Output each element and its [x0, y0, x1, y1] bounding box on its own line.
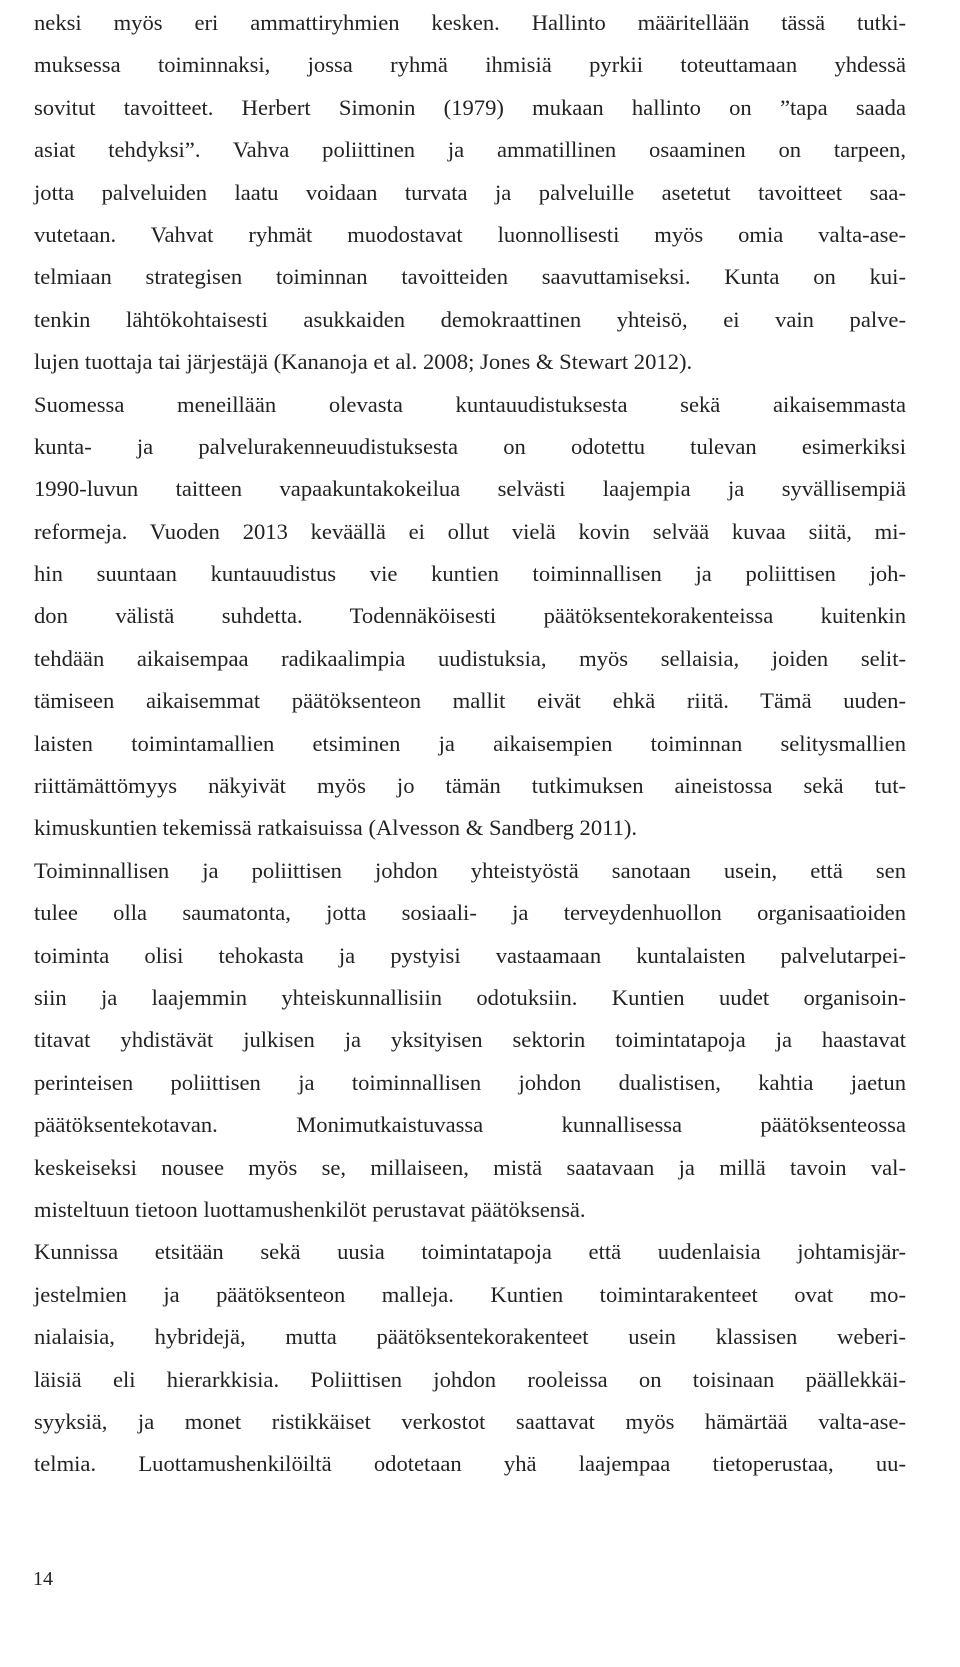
text-line: kimuskuntien tekemissä ratkaisuissa (Alvesson & Sandberg 2011).	[34, 815, 638, 841]
text-line: vutetaan. Vahvat ryhmät muodostavat luonnollisesti myös omia valta-ase-	[34, 221, 906, 247]
page-number: 14	[33, 1568, 53, 1590]
text-line: hin suuntaan kuntauudistus vie kuntien toiminnallisen ja poliittisen joh-	[34, 561, 906, 587]
text-line: telmiaan strategisen toiminnan tavoitteiden saavuttamiseksi. Kunta on kui-	[34, 264, 906, 290]
text-line: keskeiseksi nousee myös se, millaiseen, mistä saatavaan ja millä tavoin val-	[34, 1154, 906, 1180]
text-line: reformeja. Vuoden 2013 keväällä ei ollut vielä kovin selvää kuvaa siitä, mi-	[34, 518, 906, 544]
text-line: jestelmien ja päätöksenteon malleja. Kuntien toimintarakenteet ovat mo-	[34, 1281, 906, 1307]
text-line: läisiä eli hierarkkisia. Poliittisen johdon rooleissa on toisinaan päällekkäi-	[34, 1366, 906, 1392]
text-line: laisten toimintamallien etsiminen ja aikaisempien toiminnan selitysmallien	[34, 730, 906, 756]
text-line: perinteisen poliittisen ja toiminnallisen johdon dualistisen, kahtia jaetun	[34, 1069, 906, 1095]
text-line: nialaisia, hybridejä, mutta päätöksentekorakenteet usein klassisen weberi-	[34, 1324, 906, 1350]
text-line: don välistä suhdetta. Todennäköisesti päätöksentekorakenteissa kuitenkin	[34, 603, 906, 629]
body-text	[34, 2, 906, 1486]
text-line: Suomessa meneillään olevasta kuntauudistuksesta sekä aikaisemmasta	[34, 391, 906, 417]
text-line: misteltuun tietoon luottamushenkilöt perustavat päätöksensä.	[34, 1196, 586, 1222]
text-line: päätöksentekotavan. Monimutkaistuvassa kunnallisessa päätöksenteossa	[34, 1112, 906, 1138]
text-line: tehdään aikaisempaa radikaalimpia uudistuksia, myös sellaisia, joiden selit-	[34, 645, 906, 671]
text-line: tenkin lähtökohtaisesti asukkaiden demokraattinen yhteisö, ei vain palve-	[34, 306, 906, 332]
text-line: tulee olla saumatonta, jotta sosiaali- ja terveydenhuollon organisaatioiden	[34, 900, 906, 926]
text-line: Toiminnallisen ja poliittisen johdon yhteistyöstä sanotaan usein, että sen	[34, 857, 906, 883]
text-line: tämiseen aikaisemmat päätöksenteon mallit eivät ehkä riitä. Tämä uuden-	[34, 688, 906, 714]
text-line: syyksiä, ja monet ristikkäiset verkostot saattavat myös hämärtää valta-ase-	[34, 1408, 906, 1434]
text-line: Kunnissa etsitään sekä uusia toimintatapoja että uudenlaisia johtamisjär-	[34, 1239, 906, 1265]
text-line: toiminta olisi tehokasta ja pystyisi vastaamaan kuntalaisten palvelutarpei-	[34, 942, 906, 968]
text-line: jotta palveluiden laatu voidaan turvata ja palveluille asetetut tavoitteet saa-	[34, 179, 906, 205]
text-line: siin ja laajemmin yhteiskunnallisiin odotuksiin. Kuntien uudet organisoin-	[34, 984, 906, 1010]
text-line: neksi myös eri ammattiryhmien kesken. Hallinto määritellään tässä tutki-	[34, 10, 906, 35]
text-line: telmia. Luottamushenkilöiltä odotetaan yhä laajempaa tietoperustaa, uu-	[34, 1451, 906, 1477]
text-line: lujen tuottaja tai järjestäjä (Kananoja et al. 2008; Jones & Stewart 2012).	[34, 349, 693, 375]
text-line: 1990-luvun taitteen vapaakuntakokeilua selvästi laajempia ja syvällisempiä	[34, 476, 906, 502]
text-line: kunta- ja palvelurakenneuudistuksesta on odotettu tulevan esimerkiksi	[34, 433, 906, 459]
text-line: sovitut tavoitteet. Herbert Simonin (1979) mukaan hallinto on ”tapa saada	[34, 94, 906, 120]
text-line: muksessa toiminnaksi, jossa ryhmä ihmisiä pyrkii toteuttamaan yhdessä	[34, 52, 906, 78]
text-line: asiat tehdyksi”. Vahva poliittinen ja ammatillinen osaaminen on tarpeen,	[34, 137, 906, 163]
text-line: riittämättömyys näkyivät myös jo tämän tutkimuksen aineistossa sekä tut-	[34, 773, 906, 799]
text-line: titavat yhdistävät julkisen ja yksityisen sektorin toimintatapoja ja haastavat	[34, 1027, 906, 1053]
